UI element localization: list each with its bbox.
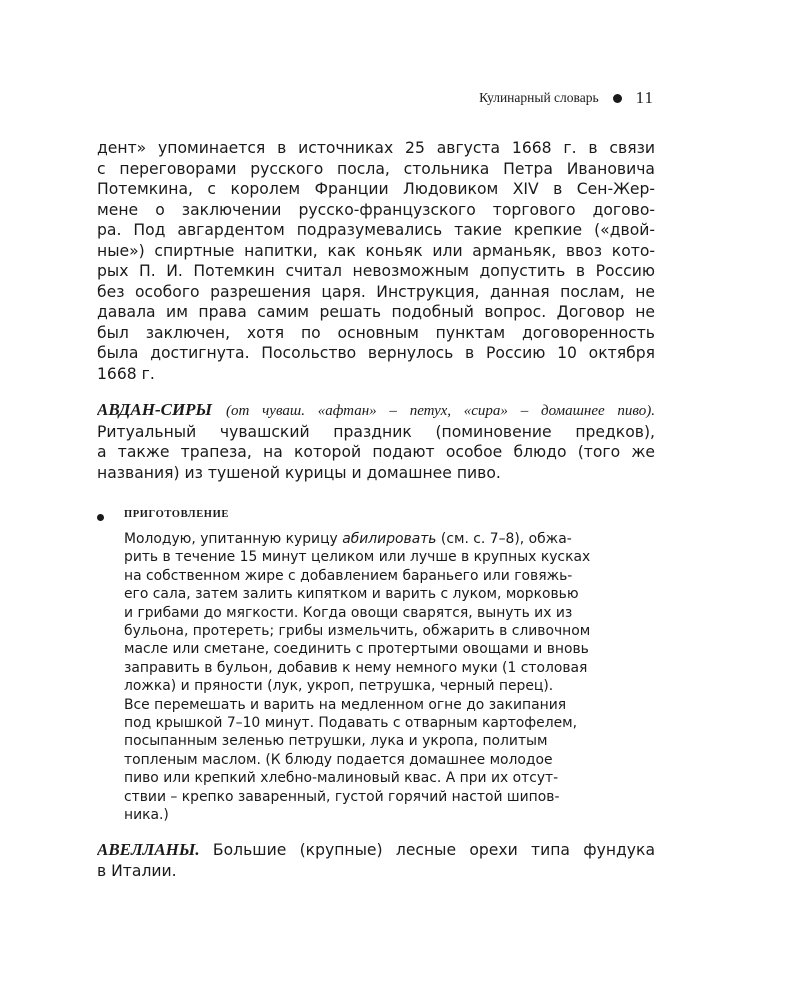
- entry-avdan-siry: [97, 400, 655, 483]
- recipe-line: топленым маслом. (К блюду подается домашнее молодое: [124, 751, 553, 768]
- recipe-line: его сала, затем залить кипятком и варить с луком, морковью: [124, 586, 579, 603]
- recipe-line: ника.): [124, 807, 169, 824]
- text-line: давала им права самим решать подобный вопрос. Договор не: [97, 303, 655, 321]
- text-line: дент» упоминается в источниках 25 августа 1668 г. в связи: [97, 139, 655, 157]
- italic-term: абилировать: [342, 531, 437, 547]
- text-line: в Италии.: [97, 861, 177, 880]
- recipe-line: масле или сметане, соединить с протертыми овощами и вновь: [124, 641, 589, 658]
- text-line: Потемкина, с королем Франции Людовиком XIV в Сен-Жер-: [97, 180, 655, 198]
- recipe-line: на собственном жире с добавлением бараньего или говяжь-: [124, 567, 573, 584]
- recipe-line: под крышкой 7–10 минут. Подавать с отварным картофелем,: [124, 715, 578, 732]
- recipe-line: пиво или крепкий хлебно-малиновый квас. А при их отсут-: [124, 770, 559, 787]
- text-line: был заключен, хотя по основным пунктам договоренность: [97, 323, 655, 342]
- text-line: Ритуальный чувашский праздник (поминовение предков),: [97, 422, 655, 441]
- text-line: рых П. И. Потемкин считал невозможным допустить в Россию: [97, 262, 655, 280]
- text-line: 1668 г.: [97, 364, 155, 383]
- text-line: с переговорами русского посла, стольника Петра Ивановича: [97, 159, 655, 178]
- recipe-line: бульона, протереть; грибы измельчить, обжарить в сливочном: [124, 623, 591, 640]
- text-line: ные») спиртные напитки, как коньяк или арманьяк, ввоз кото-: [97, 241, 655, 260]
- text-line: была достигнута. Посольство вернулось в Россию 10 октября: [97, 344, 655, 362]
- preparation-heading: ПРИГОТОВЛЕНИЕ: [124, 509, 229, 520]
- recipe-line: рить в течение 15 минут целиком или лучше в крупных кусках: [124, 549, 591, 566]
- recipe-line: ствии – крепко заваренный, густой горячий настой шипов-: [124, 788, 560, 805]
- entry-first-line: [97, 400, 655, 422]
- entry-first-line: АВЕЛЛАНЫ. Большие (крупные) лесные орехи типа фундука: [97, 840, 655, 859]
- recipe-line: посыпанным зеленью петрушки, лука и укропа, политым: [124, 733, 548, 750]
- page-number: 11: [635, 88, 654, 107]
- recipe-line: Все перемешать и варить на медленном огне до закипания: [124, 696, 567, 713]
- recipe-first-line: Молодую, упитанную курицу абилировать (см. с. 7–8), обжа-: [124, 531, 572, 547]
- text-line: названия) из тушеной курицы и домашнее пиво.: [97, 463, 501, 482]
- text-line: мене о заключении русско-французского торгового догово-: [97, 200, 655, 219]
- entry-avellany: [97, 840, 655, 881]
- paragraph-agardent-continued: [97, 138, 655, 384]
- text-line: ра. Под авгардентом подразумевались такие крепкие («двой-: [97, 221, 655, 239]
- running-head: [479, 88, 654, 108]
- recipe-text: [124, 530, 630, 825]
- running-title: Кулинарный словарь: [479, 90, 599, 105]
- header-bullet-icon: [613, 94, 622, 103]
- recipe-line: и грибами до мягкости. Когда овощи сварятся, вынуть их из: [124, 604, 573, 621]
- preparation-bullet-icon: [97, 514, 104, 521]
- recipe-line: заправить в бульон, добавив к нему немного муки (1 столовая: [124, 659, 588, 676]
- text-line: без особого разрешения царя. Инструкция, данная послам, не: [97, 282, 655, 301]
- text-line: а также трапеза, на которой подают особое блюдо (того же: [97, 443, 655, 461]
- entry-headword: АВДАН-СИРЫ: [97, 400, 213, 419]
- entry-etymology: (от чуваш. «афтан» – петух, «сира» – домашнее пиво).: [226, 403, 655, 419]
- recipe-line: ложка) и пряности (лук, укроп, петрушка, черный перец).: [124, 678, 554, 695]
- entry-headword: АВЕЛЛАНЫ.: [97, 840, 200, 859]
